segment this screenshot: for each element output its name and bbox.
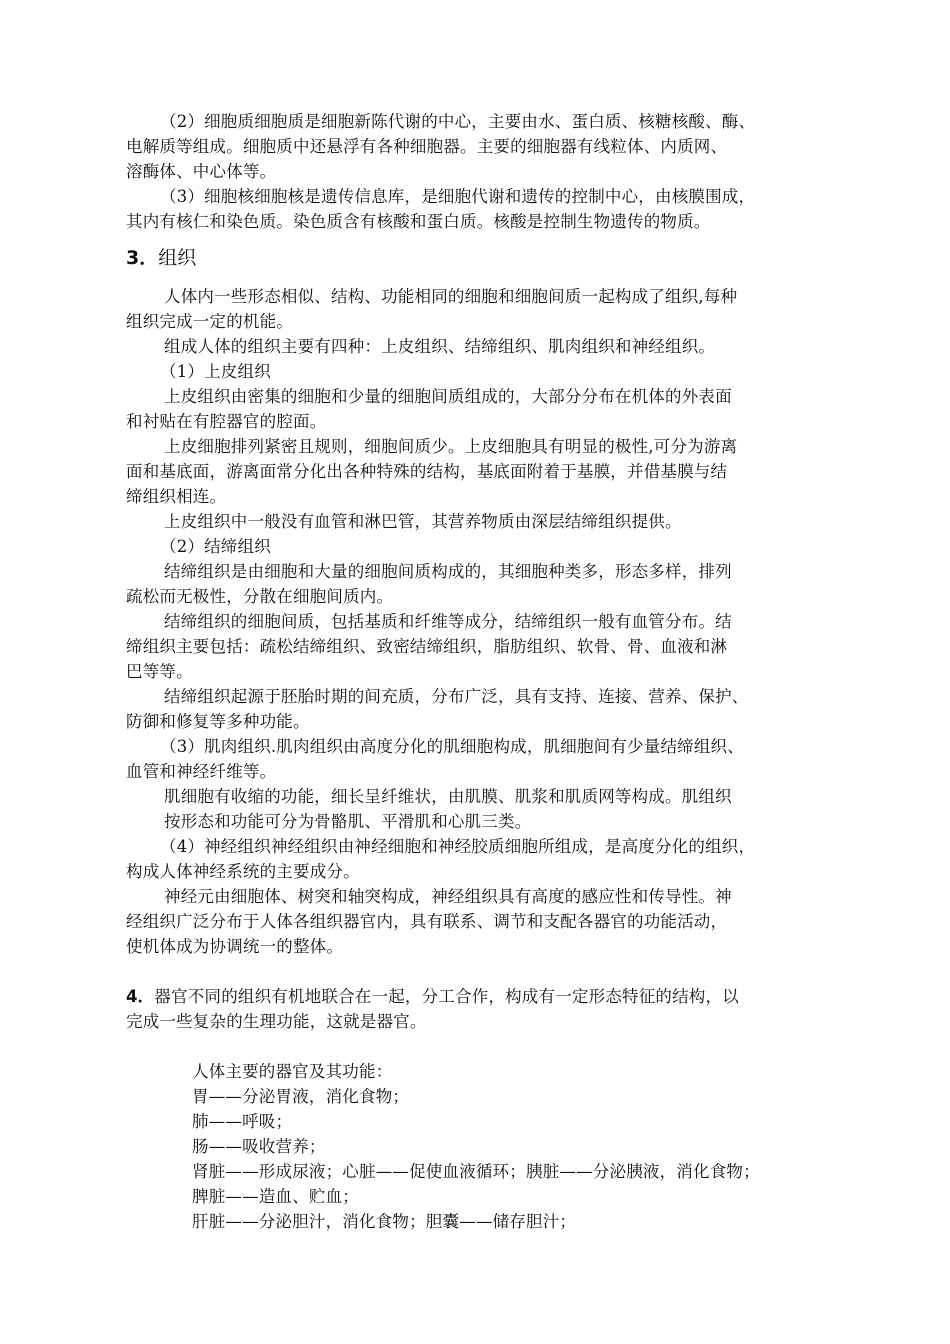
paragraph-line: （4）神经组织神经组织由神经细胞和神经胶质细胞所组成，是高度分化的组织， (160, 837, 756, 856)
paragraph-line: 结缔组织起源于胚胎时期的间充质，分布广泛，具有支持、连接、营养、保护、 (164, 687, 749, 706)
paragraph-line: 上皮组织中一般没有血管和淋巴管，其营养物质由深层结缔组织提供。 (164, 512, 682, 531)
paragraph-line: 组成人体的组织主要有四种：上皮组织、结缔组织、肌肉组织和神经组织。 (164, 337, 716, 356)
paragraph-line: （2）细胞质细胞质是细胞新陈代谢的中心，主要由水、蛋白质、核糖核酸、酶、 (160, 112, 756, 131)
paragraph-line: 构成人体神经系统的主要成分。 (126, 862, 360, 881)
organ-list-item: 脾脏——造血、贮血； (192, 1187, 359, 1206)
paragraph-line: （3）细胞核细胞核是遗传信息库，是细胞代谢和遗传的控制中心，由核膜围成， (160, 187, 756, 206)
section-3-title: 组织 (158, 247, 197, 269)
paragraph-line: 缔组织相连。 (126, 487, 227, 506)
paragraph-line: 结缔组织的细胞间质，包括基质和纤维等成分，结缔组织一般有血管分布。结 (164, 612, 732, 631)
paragraph-line: 上皮细胞排列紧密且规则，细胞间质少。上皮细胞具有明显的极性,可分为游离 (164, 437, 738, 456)
paragraph-line: 结缔组织是由细胞和大量的细胞间质构成的，其细胞种类多，形态多样，排列 (164, 562, 732, 581)
paragraph-line: 按形态和功能可分为骨骼肌、平滑肌和心肌三类。 (164, 812, 532, 831)
paragraph-line: 面和基底面，游离面常分化出各种特殊的结构，基底面附着于基膜，并借基膜与结 (126, 462, 728, 481)
paragraph-line: （1）上皮组织 (160, 362, 271, 381)
paragraph-line: 和衬贴在有腔器官的腔面。 (126, 412, 327, 431)
paragraph-line: 巴等等。 (126, 662, 193, 681)
paragraph-line: （3）肌肉组织.肌肉组织由高度分化的肌细胞构成，肌细胞间有少量结缔组织、 (160, 737, 744, 756)
paragraph-line: 组织完成一定的机能。 (126, 312, 293, 331)
organ-list-item: 肾脏——形成尿液；心脏——促使血液循环；胰脏——分泌胰液，消化食物； (192, 1162, 760, 1181)
section-3-heading (126, 244, 196, 272)
organ-list-item: 肝脏——分泌胆汁，消化食物；胆囊——储存胆汁； (192, 1212, 577, 1231)
paragraph-line: 疏松而无极性，分散在细胞间质内。 (126, 587, 394, 606)
section-3-number: 3． (126, 247, 159, 269)
paragraph-line: 肌细胞有收缩的功能，细长呈纤维状，由肌膜、肌浆和肌质网等构成。肌组织 (164, 787, 732, 806)
paragraph-line: 溶酶体、中心体等。 (126, 162, 277, 181)
paragraph-line: 人体内一些形态相似、结构、功能相同的细胞和细胞间质一起构成了组织,每种 (164, 287, 738, 306)
paragraph-line: 其内有核仁和染色质。染色质含有核酸和蛋白质。核酸是控制生物遗传的物质。 (126, 212, 711, 231)
section-4-heading (126, 985, 739, 1009)
paragraph-line: （2）结缔组织 (160, 537, 271, 556)
organ-list-intro: 人体主要的器官及其功能： (192, 1062, 393, 1081)
paragraph-line: 防御和修复等多种功能。 (126, 712, 310, 731)
paragraph-line: 缔组织主要包括：疏松结缔组织、致密结缔组织，脂肪组织、软骨、骨、血液和淋 (126, 637, 728, 656)
paragraph-line: 完成一些复杂的生理功能，这就是器官。 (126, 1012, 427, 1031)
paragraph-line: 使机体成为协调统一的整体。 (126, 937, 344, 956)
paragraph-line: 上皮组织由密集的细胞和少量的细胞间质组成的，大部分分布在机体的外表面 (164, 387, 732, 406)
section-4-text: 器官不同的组织有机地联合在一起，分工合作，构成有一定形态特征的结构，以 (154, 987, 739, 1006)
section-4-number: 4． (126, 987, 155, 1006)
paragraph-line: 血管和神经纤维等。 (126, 762, 277, 781)
paragraph-line: 电解质等组成。细胞质中还悬浮有各种细胞器。主要的细胞器有线粒体、内质网、 (126, 137, 728, 156)
organ-list-item: 胃——分泌胃液，消化食物； (192, 1087, 410, 1106)
organ-list-item: 肺——呼吸； (192, 1112, 293, 1131)
paragraph-line: 神经元由细胞体、树突和轴突构成，神经组织具有高度的感应性和传导性。神 (164, 887, 732, 906)
paragraph-line: 经组织广泛分布于人体各组织器官内，具有联系、调节和支配各器官的功能活动， (126, 912, 728, 931)
organ-list-item: 肠——吸收营养； (192, 1137, 326, 1156)
